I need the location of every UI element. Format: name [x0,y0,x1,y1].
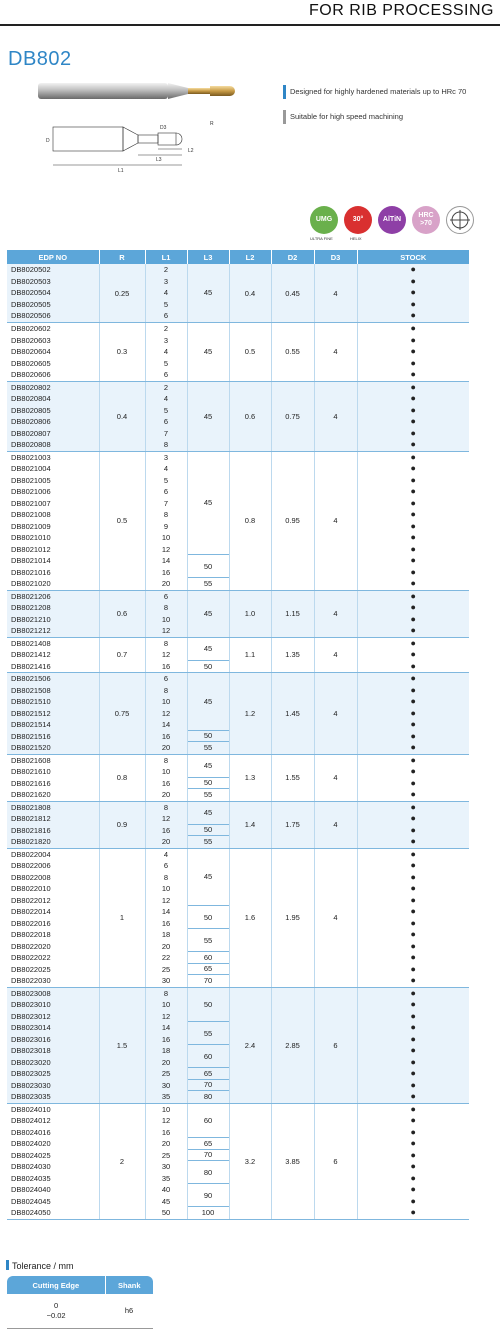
stock-dot: ● [410,707,416,718]
stock-dot: ● [410,906,416,916]
stock-dot: ● [410,1103,416,1114]
product-code: DB802 [8,48,72,70]
stock-dot: ● [410,1115,416,1125]
stock-cell [357,754,469,801]
stock-dot: ● [410,940,416,951]
d2-cell: 1.95 [271,848,314,987]
svg-text:L2: L2 [188,148,194,154]
stock-cell [357,381,469,451]
stock-dot: ● [410,578,416,588]
r-cell: 2 [99,1103,145,1219]
stock-dot: ● [410,275,416,286]
stock-dot: ● [410,264,416,275]
svg-text:D3: D3 [160,125,167,131]
edp-cell: DB8021408 DB8021412 DB8021416 [7,637,99,673]
l1-cell: 8 12 16 [145,637,187,673]
stock-dot: ● [410,509,416,519]
stock-dot: ● [410,543,416,554]
col-l3: L3 [187,250,229,264]
stock-dot: ● [410,730,416,741]
stock-dot: ● [410,369,416,379]
table-row [7,754,469,801]
l1-cell: 6 8 10 12 [145,590,187,637]
tol-col-shank: Shank [105,1276,153,1294]
stock-dot: ● [410,696,416,706]
stock-dot: ● [410,1022,416,1032]
stock-dot: ● [410,777,416,788]
stock-dot: ● [410,1045,416,1055]
altin-coating-icon: AlTiN [378,206,406,234]
svg-text:D: D [46,138,50,144]
edp-cell: DB8023008 DB8023010 DB8023012 DB8023014 DB8023016 DB8023018 DB8023020 DB8023025 DB8023030 DB8023035 [7,987,99,1103]
l1-cell: 2 4 5 6 7 8 [145,381,187,451]
l3-cell: 45 50 55 [187,673,229,755]
col-d2: D2 [271,250,314,264]
l2-cell: 1.2 [229,673,271,755]
umg-icon: UMG [310,206,338,234]
edp-cell: DB8024010 DB8024012 DB8024016 DB8024020 DB8024025 DB8024030 DB8024035 DB8024040 DB8024045 DB8024050 [7,1103,99,1219]
l3-cell: 45 50 55 60 65 70 [187,848,229,987]
table-header [7,250,469,264]
l1-cell: 2 3 4 5 6 [145,323,187,382]
stock-dot: ● [410,602,416,612]
two-flute-icon [446,206,474,234]
l3-cell: 45 [187,381,229,451]
stock-dot: ● [410,334,416,345]
stock-dot: ● [410,649,416,659]
stock-dot: ● [410,416,416,426]
l1-cell: 8 10 12 14 16 18 20 25 30 35 [145,987,187,1103]
table-row [7,381,469,451]
stock-cell [357,673,469,755]
stock-dot: ● [410,427,416,438]
table-row [7,323,469,382]
l2-cell: 1.6 [229,848,271,987]
stock-dot: ● [410,883,416,893]
stock-dot: ● [410,894,416,905]
svg-text:L3: L3 [156,157,162,163]
d3-cell: 4 [314,801,357,848]
d3-cell: 4 [314,848,357,987]
d3-cell: 6 [314,1103,357,1219]
stock-dot: ● [410,520,416,531]
feature-icons: UMG ULTRA FINE 30° HELIX AlTiN HRC >70 [310,206,480,236]
l2-cell: 2.4 [229,987,271,1103]
stock-dot: ● [410,1033,416,1044]
stock-dot: ● [410,1126,416,1137]
stock-cell [357,1103,469,1219]
tol-col-cutting-edge: Cutting Edge [7,1276,105,1294]
stock-dot: ● [410,451,416,462]
stock-dot: ● [410,860,416,870]
r-cell: 0.3 [99,323,145,382]
col-edp: EDP NO [7,250,99,264]
stock-dot: ● [410,357,416,368]
edp-cell: DB8020502 DB8020503 DB8020504 DB8020505 DB8020506 [7,264,99,323]
r-cell: 1 [99,848,145,987]
d3-cell: 4 [314,590,357,637]
stock-dot: ● [410,625,416,635]
page-header [0,0,500,26]
d2-cell: 3.85 [271,1103,314,1219]
stock-dot: ● [410,439,416,449]
table-row [7,673,469,755]
hrc-70-icon: HRC >70 [412,206,440,234]
dimension-drawing [38,115,238,175]
d2-cell: 2.85 [271,987,314,1103]
l3-cell: 45 50 [187,637,229,673]
l2-cell: 3.2 [229,1103,271,1219]
col-stock: STOCK [357,250,469,264]
col-l1: L1 [145,250,187,264]
stock-dot: ● [410,660,416,671]
l3-cell: 45 [187,590,229,637]
stock-dot: ● [410,1195,416,1206]
l1-cell: 10 12 16 20 25 30 35 40 45 50 [145,1103,187,1219]
d2-cell: 0.45 [271,264,314,323]
stock-dot: ● [410,1079,416,1090]
table-row [7,801,469,848]
table-row [7,590,469,637]
r-cell: 0.7 [99,637,145,673]
stock-dot: ● [410,975,416,985]
r-cell: 0.9 [99,801,145,848]
tol-cutting-edge-value: 0 −0.02 [7,1294,105,1328]
r-cell: 0.5 [99,451,145,590]
stock-cell [357,987,469,1103]
stock-dot: ● [410,323,416,333]
stock-dot: ● [410,555,416,565]
edp-cell: DB8021506 DB8021508 DB8021510 DB8021512 DB8021514 DB8021516 DB8021520 [7,673,99,755]
stock-dot: ● [410,1149,416,1160]
l3-cell: 45 [187,323,229,382]
d2-cell: 1.45 [271,673,314,755]
stock-dot: ● [410,613,416,624]
stock-cell [357,451,469,590]
l2-cell: 1.0 [229,590,271,637]
stock-dot: ● [410,474,416,485]
d3-cell: 4 [314,754,357,801]
stock-dot: ● [410,298,416,309]
col-d3: D3 [314,250,357,264]
l3-cell: 45 50 55 [187,801,229,848]
r-cell: 0.75 [99,673,145,755]
stock-dot: ● [410,1068,416,1078]
edp-cell: DB8020802 DB8020804 DB8020805 DB8020806 DB8020807 DB8020808 [7,381,99,451]
stock-dot: ● [410,999,416,1009]
table-row [7,637,469,673]
table-row [7,264,469,323]
stock-dot: ● [410,1207,416,1217]
tol-shank-value: h6 [105,1294,153,1328]
d2-cell: 0.75 [271,381,314,451]
r-cell: 0.25 [99,264,145,323]
stock-dot: ● [410,801,416,812]
stock-dot: ● [410,463,416,473]
d3-cell: 4 [314,673,357,755]
stock-dot: ● [410,287,416,298]
svg-text:R: R [210,121,214,127]
table-row [7,1103,469,1219]
page-title: FOR RIB PROCESSING [308,2,494,19]
col-r: R [99,250,145,264]
l1-cell: 2 3 4 5 6 [145,264,187,323]
edp-cell: DB8021206 DB8021208 DB8021210 DB8021212 [7,590,99,637]
stock-dot: ● [410,497,416,508]
stock-dot: ● [410,836,416,846]
d2-cell: 1.75 [271,801,314,848]
l3-cell: 60 65 70 80 90 100 [187,1103,229,1219]
edp-cell: DB8021608 DB8021610 DB8021616 DB8021620 [7,754,99,801]
stock-dot: ● [410,1056,416,1067]
d3-cell: 4 [314,264,357,323]
r-cell: 1.5 [99,987,145,1103]
stock-dot: ● [410,824,416,835]
stock-dot: ● [410,766,416,776]
stock-dot: ● [410,590,416,601]
stock-dot: ● [410,310,416,321]
stock-dot: ● [410,848,416,859]
stock-cell [357,264,469,323]
svg-text:L1: L1 [118,168,124,174]
stock-dot: ● [410,742,416,752]
stock-dot: ● [410,566,416,577]
d3-cell: 4 [314,323,357,382]
l2-cell: 0.8 [229,451,271,590]
edp-cell: DB8022004 DB8022006 DB8022008 DB8022010 DB8022012 DB8022014 DB8022016 DB8022018 DB8022020 DB8022022 DB8022025 DB8022030 [7,848,99,987]
d3-cell: 4 [314,451,357,590]
stock-dot: ● [410,1010,416,1021]
d3-cell: 4 [314,637,357,673]
stock-dot: ● [410,929,416,939]
edp-cell: DB8021808 DB8021812 DB8021816 DB8021820 [7,801,99,848]
d2-cell: 0.95 [271,451,314,590]
l2-cell: 0.5 [229,323,271,382]
l2-cell: 1.4 [229,801,271,848]
d2-cell: 1.15 [271,590,314,637]
l2-cell: 1.3 [229,754,271,801]
l2-cell: 0.6 [229,381,271,451]
stock-dot: ● [410,637,416,648]
helix-30-icon: 30° [344,206,372,234]
r-cell: 0.4 [99,381,145,451]
stock-dot: ● [410,381,416,392]
table-row [7,987,469,1103]
stock-dot: ● [410,813,416,823]
l3-cell: 45 50 55 [187,754,229,801]
spec-table [7,250,469,1220]
l1-cell: 6 8 10 12 14 16 20 [145,673,187,755]
stock-dot: ● [410,684,416,695]
stock-dot: ● [410,789,416,799]
edp-cell: DB8021003 DB8021004 DB8021005 DB8021006 DB8021007 DB8021008 DB8021009 DB8021010 DB8021012 DB8021014 DB8021016 DB8021020 [7,451,99,590]
stock-cell [357,637,469,673]
l3-cell: 50 55 60 65 70 80 [187,987,229,1103]
d2-cell: 1.55 [271,754,314,801]
stock-dot: ● [410,393,416,403]
col-l2: L2 [229,250,271,264]
stock-dot: ● [410,963,416,974]
stock-cell [357,848,469,987]
stock-dot: ● [410,871,416,882]
stock-cell [357,323,469,382]
d3-cell: 4 [314,381,357,451]
stock-dot: ● [410,532,416,542]
stock-dot: ● [410,1184,416,1194]
l1-cell: 3 4 5 6 7 8 9 10 12 14 16 20 [145,451,187,590]
stock-dot: ● [410,952,416,962]
l1-cell: 8 12 16 20 [145,801,187,848]
tolerance-table [7,1276,153,1329]
stock-cell [357,801,469,848]
l2-cell: 0.4 [229,264,271,323]
d2-cell: 1.35 [271,637,314,673]
stock-dot: ● [410,1091,416,1101]
stock-dot: ● [410,719,416,729]
stock-dot: ● [410,917,416,928]
table-row [7,848,469,987]
stock-dot: ● [410,486,416,496]
d3-cell: 6 [314,987,357,1103]
l3-cell: 45 [187,264,229,323]
stock-dot: ● [410,987,416,998]
stock-dot: ● [410,1161,416,1171]
l2-cell: 1.1 [229,637,271,673]
stock-dot: ● [410,1172,416,1183]
r-cell: 0.6 [99,590,145,637]
tool-image [38,80,238,102]
stock-dot: ● [410,673,416,683]
stock-dot: ● [410,754,416,765]
l1-cell: 8 10 16 20 [145,754,187,801]
stock-dot: ● [410,404,416,415]
table-row [7,451,469,590]
l3-cell: 45 50 55 [187,451,229,590]
tolerance-title: Tolerance / mm [6,1260,74,1271]
stock-dot: ● [410,346,416,356]
r-cell: 0.8 [99,754,145,801]
stock-dot: ● [410,1138,416,1148]
l1-cell: 4 6 8 10 12 14 16 18 20 22 25 30 [145,848,187,987]
edp-cell: DB8020602 DB8020603 DB8020604 DB8020605 DB8020606 [7,323,99,382]
d2-cell: 0.55 [271,323,314,382]
stock-cell [357,590,469,637]
